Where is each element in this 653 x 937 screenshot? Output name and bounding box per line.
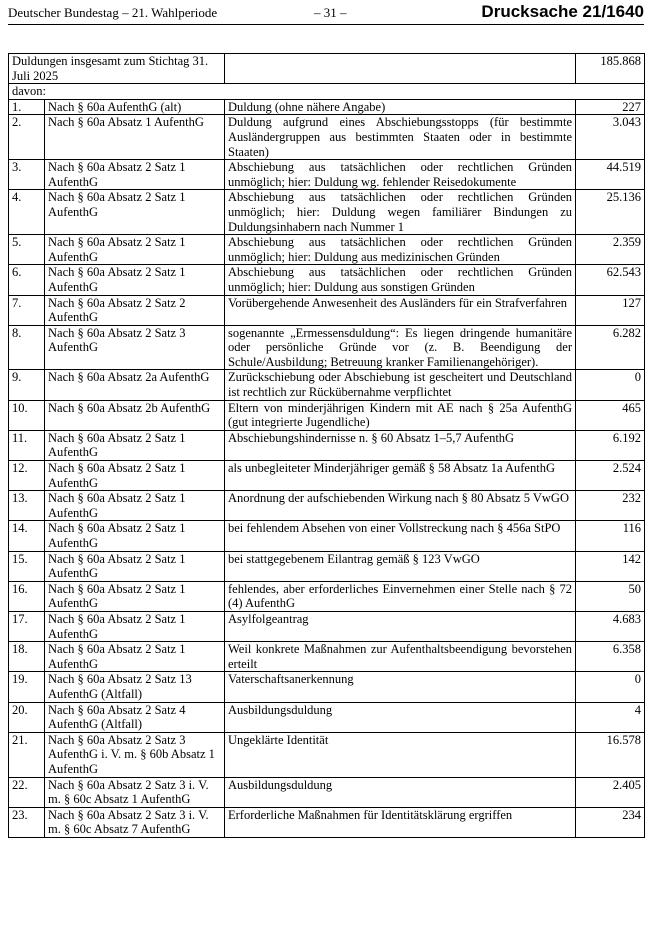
row-value: 227 — [576, 99, 645, 115]
row-description: Asylfolgeantrag — [225, 611, 576, 641]
row-legal-basis: Nach § 60a Absatz 2 Satz 13 AufenthG (Altfall) — [45, 672, 225, 702]
row-description: Erforderliche Maßnahmen für Identitätsklärung ergriffen — [225, 807, 576, 837]
row-number: 19. — [9, 672, 45, 702]
table-row — [9, 551, 645, 581]
row-number: 10. — [9, 400, 45, 430]
row-value: 116 — [576, 521, 645, 551]
table-row — [9, 190, 645, 235]
davon-row — [9, 84, 645, 100]
parliament-label: Deutscher Bundestag – 21. Wahlperiode — [8, 5, 218, 20]
table-row — [9, 99, 645, 115]
row-description: Vaterschaftsanerkennung — [225, 672, 576, 702]
row-description: Ausbildungsduldung — [225, 777, 576, 807]
row-legal-basis: Nach § 60a Absatz 2 Satz 1 AufenthG — [45, 581, 225, 611]
row-value: 234 — [576, 807, 645, 837]
row-legal-basis: Nach § 60a Absatz 2 Satz 1 AufenthG — [45, 265, 225, 295]
row-description: Zurückschiebung oder Abschiebung ist gescheitert und Deutschland ist rechtlich zur Rückübernahme verpflichtet — [225, 370, 576, 400]
row-value: 62.543 — [576, 265, 645, 295]
table-row — [9, 491, 645, 521]
row-legal-basis: Nach § 60a Absatz 2b AufenthG — [45, 400, 225, 430]
row-number: 6. — [9, 265, 45, 295]
row-description: Anordnung der aufschiebenden Wirkung nach § 80 Absatz 5 VwGO — [225, 491, 576, 521]
table-row — [9, 160, 645, 190]
row-description: Duldung (ohne nähere Angabe) — [225, 99, 576, 115]
row-number: 2. — [9, 115, 45, 160]
row-number: 18. — [9, 642, 45, 672]
row-number: 14. — [9, 521, 45, 551]
row-description: fehlendes, aber erforderliches Einvernehmen einer Stelle nach § 72 (4) AufenthG — [225, 581, 576, 611]
row-legal-basis: Nach § 60a Absatz 2a AufenthG — [45, 370, 225, 400]
row-value: 0 — [576, 370, 645, 400]
row-legal-basis: Nach § 60a Absatz 2 Satz 1 AufenthG — [45, 430, 225, 460]
table-row — [9, 115, 645, 160]
row-value: 465 — [576, 400, 645, 430]
row-value: 6.282 — [576, 325, 645, 370]
row-value: 127 — [576, 295, 645, 325]
row-number: 17. — [9, 611, 45, 641]
row-value: 0 — [576, 672, 645, 702]
row-description: Abschiebung aus tatsächlichen oder rechtlichen Gründen unmöglich; hier: Duldung aus sonstigen Gründen — [225, 265, 576, 295]
total-row — [9, 54, 645, 84]
document-number — [481, 2, 644, 22]
row-value: 232 — [576, 491, 645, 521]
table-row — [9, 235, 645, 265]
row-number: 22. — [9, 777, 45, 807]
row-description: bei stattgegebenem Eilantrag gemäß § 123 VwGO — [225, 551, 576, 581]
table-row — [9, 521, 645, 551]
row-description: Eltern von minderjährigen Kindern mit AE nach § 25a AufenthG (gut integrierte Jugendliche) — [225, 400, 576, 430]
row-number: 20. — [9, 702, 45, 732]
row-description: sogenannte „Ermessensduldung“: Es liegen dringende humanitäre oder persönliche Gründe vor (z. B. Beendigung der Schule/Ausbildung; Betreuung kranker Familienangehöriger). — [225, 325, 576, 370]
row-description: Vorübergehende Anwesenheit des Ausländers für ein Strafverfahren — [225, 295, 576, 325]
row-legal-basis: Nach § 60a Absatz 2 Satz 2 AufenthG — [45, 295, 225, 325]
row-number: 1. — [9, 99, 45, 115]
row-legal-basis: Nach § 60a Absatz 2 Satz 1 AufenthG — [45, 160, 225, 190]
table-body — [9, 54, 645, 838]
table-row — [9, 807, 645, 837]
row-legal-basis: Nach § 60a Absatz 2 Satz 1 AufenthG — [45, 461, 225, 491]
row-number: 3. — [9, 160, 45, 190]
table-row — [9, 461, 645, 491]
row-value: 2.524 — [576, 461, 645, 491]
table-row — [9, 702, 645, 732]
row-legal-basis: Nach § 60a Absatz 2 Satz 4 AufenthG (Altfall) — [45, 702, 225, 732]
row-legal-basis: Nach § 60a Absatz 2 Satz 3 i. V. m. § 60c Absatz 7 AufenthG — [45, 807, 225, 837]
row-value: 2.359 — [576, 235, 645, 265]
row-description: Weil konkrete Maßnahmen zur Aufenthaltsbeendigung bevorstehen erteilt — [225, 642, 576, 672]
total-value: 185.868 — [576, 54, 645, 84]
row-description: Abschiebung aus tatsächlichen oder rechtlichen Gründen unmöglich; hier: Duldung wg. fehlender Reisedokumente — [225, 160, 576, 190]
row-legal-basis: Nach § 60a Absatz 2 Satz 1 AufenthG — [45, 521, 225, 551]
row-legal-basis: Nach § 60a Absatz 2 Satz 1 AufenthG — [45, 190, 225, 235]
row-number: 12. — [9, 461, 45, 491]
row-number: 15. — [9, 551, 45, 581]
row-legal-basis: Nach § 60a Absatz 2 Satz 1 AufenthG — [45, 235, 225, 265]
row-number: 21. — [9, 732, 45, 777]
document-number-value: 1640 — [606, 2, 644, 21]
row-legal-basis: Nach § 60a Absatz 2 Satz 1 AufenthG — [45, 491, 225, 521]
row-value: 44.519 — [576, 160, 645, 190]
row-number: 16. — [9, 581, 45, 611]
page-header — [8, 2, 644, 25]
row-number: 8. — [9, 325, 45, 370]
row-number: 23. — [9, 807, 45, 837]
row-description: bei fehlendem Absehen von einer Vollstreckung nach § 456a StPO — [225, 521, 576, 551]
row-number: 5. — [9, 235, 45, 265]
row-value: 25.136 — [576, 190, 645, 235]
row-legal-basis: Nach § 60a Absatz 2 Satz 3 AufenthG i. V. m. § 60b Absatz 1 AufenthG — [45, 732, 225, 777]
row-description: Ausbildungsduldung — [225, 702, 576, 732]
row-legal-basis: Nach § 60a Absatz 2 Satz 1 AufenthG — [45, 611, 225, 641]
table-row — [9, 430, 645, 460]
table-row — [9, 642, 645, 672]
row-value: 142 — [576, 551, 645, 581]
row-value: 4.683 — [576, 611, 645, 641]
row-legal-basis: Nach § 60a Absatz 2 Satz 3 AufenthG — [45, 325, 225, 370]
table-row — [9, 672, 645, 702]
row-number: 9. — [9, 370, 45, 400]
row-number: 4. — [9, 190, 45, 235]
row-description: Duldung aufgrund eines Abschiebungsstopps (für bestimmte Ausländergruppen aus bestimmten Staaten oder in bestimmte Staaten) — [225, 115, 576, 160]
row-value: 6.358 — [576, 642, 645, 672]
row-legal-basis: Nach § 60a Absatz 2 Satz 1 AufenthG — [45, 551, 225, 581]
table-row — [9, 370, 645, 400]
row-legal-basis: Nach § 60a Absatz 2 Satz 3 i. V. m. § 60c Absatz 1 AufenthG — [45, 777, 225, 807]
document-number-prefix: Drucksache 21/ — [481, 2, 607, 21]
row-legal-basis: Nach § 60a AufenthG (alt) — [45, 99, 225, 115]
table-row — [9, 265, 645, 295]
row-value: 4 — [576, 702, 645, 732]
row-value: 50 — [576, 581, 645, 611]
row-value: 16.578 — [576, 732, 645, 777]
table-row — [9, 777, 645, 807]
row-description: Abschiebungshindernisse n. § 60 Absatz 1–5,7 AufenthG — [225, 430, 576, 460]
row-legal-basis: Nach § 60a Absatz 2 Satz 1 AufenthG — [45, 642, 225, 672]
table-row — [9, 295, 645, 325]
total-label: Duldungen insgesamt zum Stichtag 31. Juli 2025 — [9, 54, 225, 84]
total-empty-cell — [225, 54, 576, 84]
page-number: – 31 – — [314, 5, 347, 20]
row-description: Ungeklärte Identität — [225, 732, 576, 777]
row-value: 6.192 — [576, 430, 645, 460]
row-description: Abschiebung aus tatsächlichen oder rechtlichen Gründen unmöglich; hier: Duldung wegen familiärer Bindungen zu Duldungsinhabern nach Nummer 1 — [225, 190, 576, 235]
row-legal-basis: Nach § 60a Absatz 1 AufenthG — [45, 115, 225, 160]
table-row — [9, 400, 645, 430]
table-row — [9, 581, 645, 611]
table-row — [9, 325, 645, 370]
table-row — [9, 732, 645, 777]
row-value: 3.043 — [576, 115, 645, 160]
row-number: 7. — [9, 295, 45, 325]
table-row — [9, 611, 645, 641]
row-number: 13. — [9, 491, 45, 521]
duldungen-table — [8, 53, 645, 838]
row-description: Abschiebung aus tatsächlichen oder rechtlichen Gründen unmöglich; hier: Duldung aus medizinischen Gründen — [225, 235, 576, 265]
row-description: als unbegleiteter Minderjähriger gemäß § 58 Absatz 1a AufenthG — [225, 461, 576, 491]
davon-label: davon: — [9, 84, 645, 100]
row-value: 2.405 — [576, 777, 645, 807]
row-number: 11. — [9, 430, 45, 460]
